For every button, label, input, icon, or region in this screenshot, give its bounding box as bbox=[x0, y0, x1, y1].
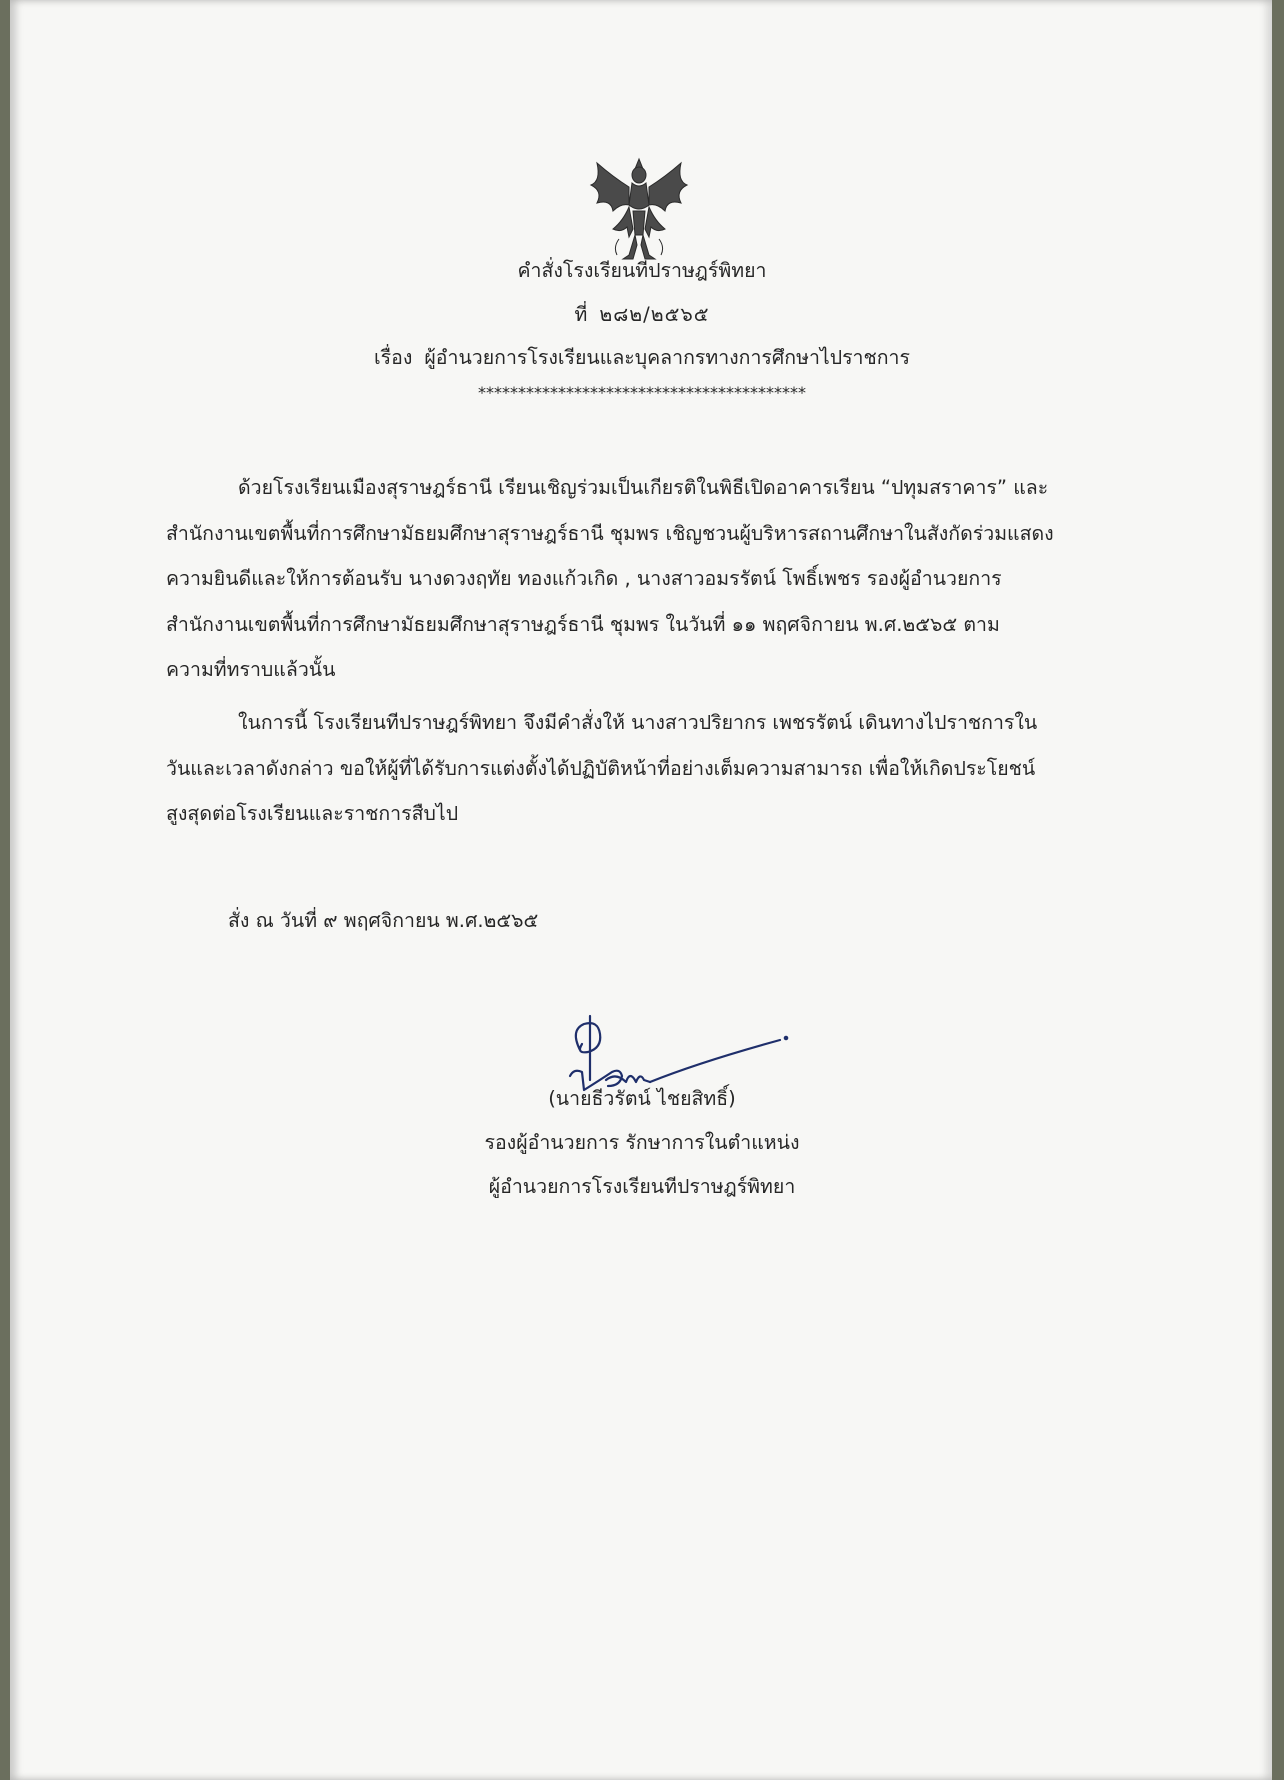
separator: ***************************************** bbox=[478, 383, 806, 402]
paragraph-2 bbox=[166, 700, 1116, 837]
paragraph-line: ในการนี้ โรงเรียนทีปราษฎร์พิทยา จึงมีคำสั่งให้ นางสาวปริยากร เพชรรัตน์ เดินทางไปราชการใน bbox=[238, 711, 1038, 734]
document-subject bbox=[0, 342, 1284, 373]
document-number-value: ๒๘๒/๒๕๖๕ bbox=[599, 303, 710, 326]
paragraph-line: สำนักงานเขตพื้นที่การศึกษามัธยมศึกษาสุราษฎร์ธานี ชุมพร เชิญชวนผู้บริหารสถานศึกษาในสังกัดร่วมแสดง bbox=[166, 521, 1054, 545]
subject-text: ผู้อำนวยการโรงเรียนและบุคลากรทางการศึกษาไปราชการ bbox=[424, 346, 910, 369]
garuda-emblem-icon bbox=[583, 155, 695, 263]
signatory-position-2: ผู้อำนวยการโรงเรียนทีปราษฎร์พิทยา bbox=[488, 1175, 796, 1198]
document-number bbox=[0, 299, 1284, 330]
paragraph-line: ความยินดีและให้การต้อนรับ นางดวงฤทัย ทองแก้วเกิด , นางสาวอมรรัตน์ โพธิ์เพชร รองผู้อำนวยการ bbox=[166, 567, 1002, 590]
paragraph-1 bbox=[166, 465, 1116, 693]
paragraph-line: ความที่ทราบแล้วนั้น bbox=[166, 658, 336, 681]
order-date: สั่ง ณ วันที่ ๙ พฤศจิกายน พ.ศ.๒๕๖๕ bbox=[228, 909, 539, 932]
paragraph-line: ด้วยโรงเรียนเมืองสุราษฎร์ธานี เรียนเชิญร่วมเป็นเกียรติในพิธีเปิดอาคารเรียน “ปทุมสราคาร” และ bbox=[238, 476, 1049, 499]
document-title: คำสั่งโรงเรียนทีปราษฎร์พิทยา bbox=[517, 259, 767, 282]
paragraph-line: สำนักงานเขตพื้นที่การศึกษามัธยมศึกษาสุราษฎร์ธานี ชุมพร ในวันที่ ๑๑ พฤศจิกายน พ.ศ.๒๕๖๕ ตาม bbox=[166, 612, 1000, 636]
paragraph-line: วันและเวลาดังกล่าว ขอให้ผู้ที่ได้รับการแต่งตั้งได้ปฏิบัติหน้าที่อย่างเต็มความสามารถ เพื่อให้เกิดประโยชน์ bbox=[166, 756, 1036, 780]
signatory-position-1: รองผู้อำนวยการ รักษาการในตำแหน่ง bbox=[484, 1131, 800, 1154]
signatory-name: (นายธีวรัตน์ ไชยสิทธิ์) bbox=[548, 1087, 736, 1110]
subject-label: เรื่อง bbox=[374, 346, 413, 369]
document-number-label: ที่ bbox=[574, 303, 588, 326]
paragraph-line: สูงสุดต่อโรงเรียนและราชการสืบไป bbox=[166, 802, 459, 825]
